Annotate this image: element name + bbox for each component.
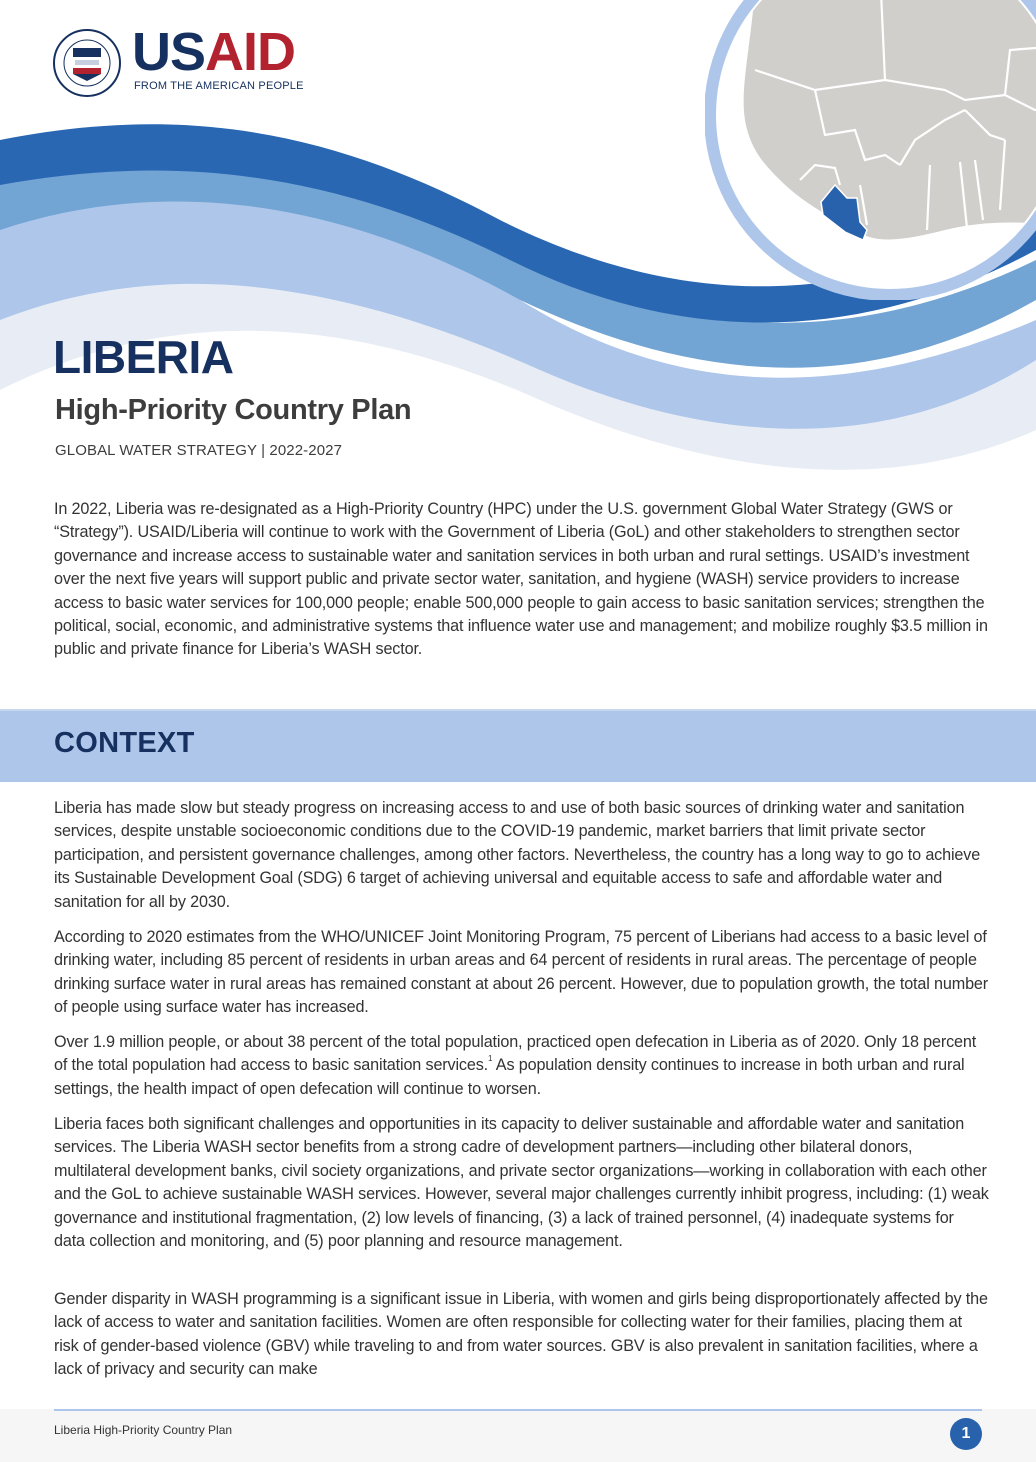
strapline: GLOBAL WATER STRATEGY | 2022-2027 [55,442,343,459]
context-paragraph-4: Liberia faces both significant challenges and opportunities in its capacity to deliver sustainable and affordable water and sanitation services. The Liberia WASH sector benefits from a strong cadre of development partners—including other bilateral donors, multilateral development banks, civil society organizations, and private sector organizations—working in collaboration with each other and the GoL to achieve sustainable WASH services. However, several major challenges currently inhibit progress, including: (1) weak governance and institutional fragmentation, (2) low levels of financing, (3) a lack of trained personnel, (4) inadequate systems for data collection and monitoring, and (5) poor planning and resource management. [54,1115,989,1251]
footnote-marker[interactable]: 1 [488,1054,493,1064]
wordmark-us: US [132,22,206,82]
context-paragraph-5: Gender disparity in WASH programming is a significant issue in Liberia, with women and girls being disproportionately affected by the lack of access to water and sanitation facilities. Women are often responsible for collecting water for their families, placing them at risk of gender-based violence (GBV) while traveling to and from water sources. GBV is also prevalent in sanitation facilities, where a lack of privacy and security can make [54,1290,988,1379]
wordmark-aid: AID [205,22,296,82]
section-header-band [0,709,1036,782]
usaid-seal-icon [52,28,122,98]
usaid-logo [52,22,304,100]
context-paragraph-2: According to 2020 estimates from the WHO/UNICEF Joint Monitoring Program, 75 percent of Liberians had access to a basic level of drinking water, including 85 percent of residents in urban areas and 64 percent of residents in rural areas. The percentage of people drinking surface water in rural areas has remained constant at about 26 percent. However, due to population growth, the total number of people using surface water has increased. [54,928,989,1017]
logo-tagline: FROM THE AMERICAN PEOPLE [134,80,304,92]
context-paragraph-3-text: Over 1.9 million people, or about 38 percent of the total population, practiced open defecation in Liberia as of 2020. Only 18 percent of the total population had access to basic sanitation services. [54,1033,977,1075]
page-title: LIBERIA [53,331,234,383]
footer-doc-title: Liberia High-Priority Country Plan [54,1423,233,1437]
context-paragraph-3-tail: As population density continues to increase in both urban and rural settings, the health impact of open defecation will continue to worsen. [54,1056,965,1098]
section-heading-context: CONTEXT [54,727,195,759]
page-number-badge: 1 [950,1418,982,1450]
footer-divider [54,1409,982,1411]
west-africa-map-icon [705,0,1036,300]
usaid-wordmark [132,22,295,82]
page-subtitle: High-Priority Country Plan [55,394,412,426]
intro-paragraph: In 2022, Liberia was re-designated as a High-Priority Country (HPC) under the U.S. government Global Water Strategy (GWS or “Strategy”). USAID/Liberia will continue to work with the Government of Liberia (GoL) and other stakeholders to strengthen sector governance and increase access to sustainable water and sanitation services in both urban and rural settings. USAID’s investment over the next five years will support public and private sector water, sanitation, and hygiene (WASH) service providers to increase access to basic water services for 100,000 people; enable 500,000 people to gain access to basic sanitation services; strengthen the political, social, economic, and administrative systems that influence water use and management; and mobilize roughly $3.5 million in public and private finance for Liberia’s WASH sector. [54,500,988,659]
page-footer [0,1409,1036,1462]
context-paragraph-3 [54,1031,989,1101]
context-paragraph-1: Liberia has made slow but steady progress on increasing access to and use of both basic sources of drinking water and sanitation services, despite unstable socioeconomic conditions due to the COVID-19 pandemic, market barriers that limit private sector participation, and persistent governance challenges, among other factors. Nevertheless, the country has a long way to go to achieve its Sustainable Development Goal (SDG) 6 target of achieving universal and equitable access to safe and affordable water and sanitation for all by 2030. [54,799,981,911]
